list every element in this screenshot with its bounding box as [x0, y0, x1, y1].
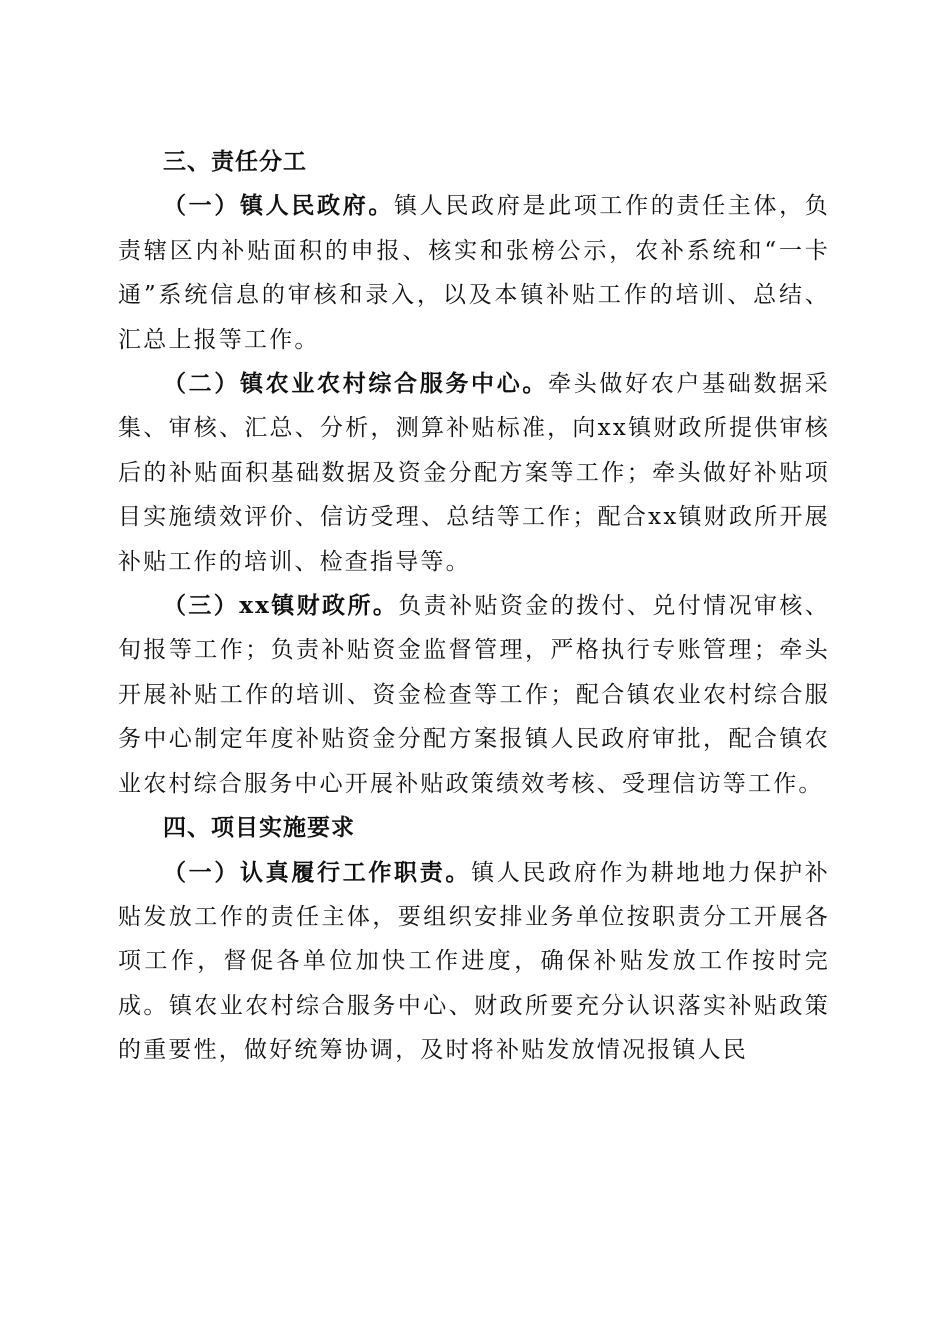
document-body — [118, 140, 830, 1073]
paragraph-text: 镇人民政府作为耕地地力保护补贴发放工作的责任主体，要组织安排业务单位按职责分工开展各项工作，督促各单位加快工作进度，确保补贴发放工作按时完成。镇农业农村综合服务中心、财政所要充分认识落实补贴政策的重要性，做好统筹协调，及时将补贴发放情况报镇人民 — [118, 859, 830, 1064]
paragraph-lead: （一）镇人民政府。 — [163, 192, 395, 220]
paragraph — [118, 584, 830, 806]
paragraph-lead: （二）镇农业农村综合服务中心。 — [163, 370, 549, 398]
paragraph-text: 牵头做好农户基础数据采集、审核、汇总、分析，测算补贴标准，向xx镇财政所提供审核后的补贴面积基础数据及资金分配方案等工作；牵头做好补贴项目实施绩效评价、信访受理、总结等工作；配合xx镇财政所开展补贴工作的培训、检查指导等。 — [118, 371, 830, 575]
paragraph — [118, 851, 830, 1073]
paragraph-lead: （一）认真履行工作职责。 — [163, 858, 472, 886]
paragraph-lead: （三）xx镇财政所。 — [163, 592, 399, 620]
section-heading: 四、项目实施要求 — [163, 814, 355, 842]
paragraph — [118, 184, 830, 362]
paragraph-text: 镇人民政府是此项工作的责任主体，负责辖区内补贴面积的申报、核实和张榜公示，农补系统和“一卡通”系统信息的审核和录入，以及本镇补贴工作的培训、总结、汇总上报等工作。 — [118, 193, 830, 353]
paragraph-text: 负责补贴资金的拨付、兑付情况审核、旬报等工作；负责补贴资金监督管理，严格执行专账管理；牵头开展补贴工作的培训、资金检查等工作；配合镇农业农村综合服务中心制定年度补贴资金分配方案报镇人民政府审批，配合镇农业农村综合服务中心开展补贴政策绩效考核、受理信访等工作。 — [118, 593, 830, 797]
section-heading: 三、责任分工 — [163, 148, 307, 175]
paragraph — [118, 362, 830, 584]
